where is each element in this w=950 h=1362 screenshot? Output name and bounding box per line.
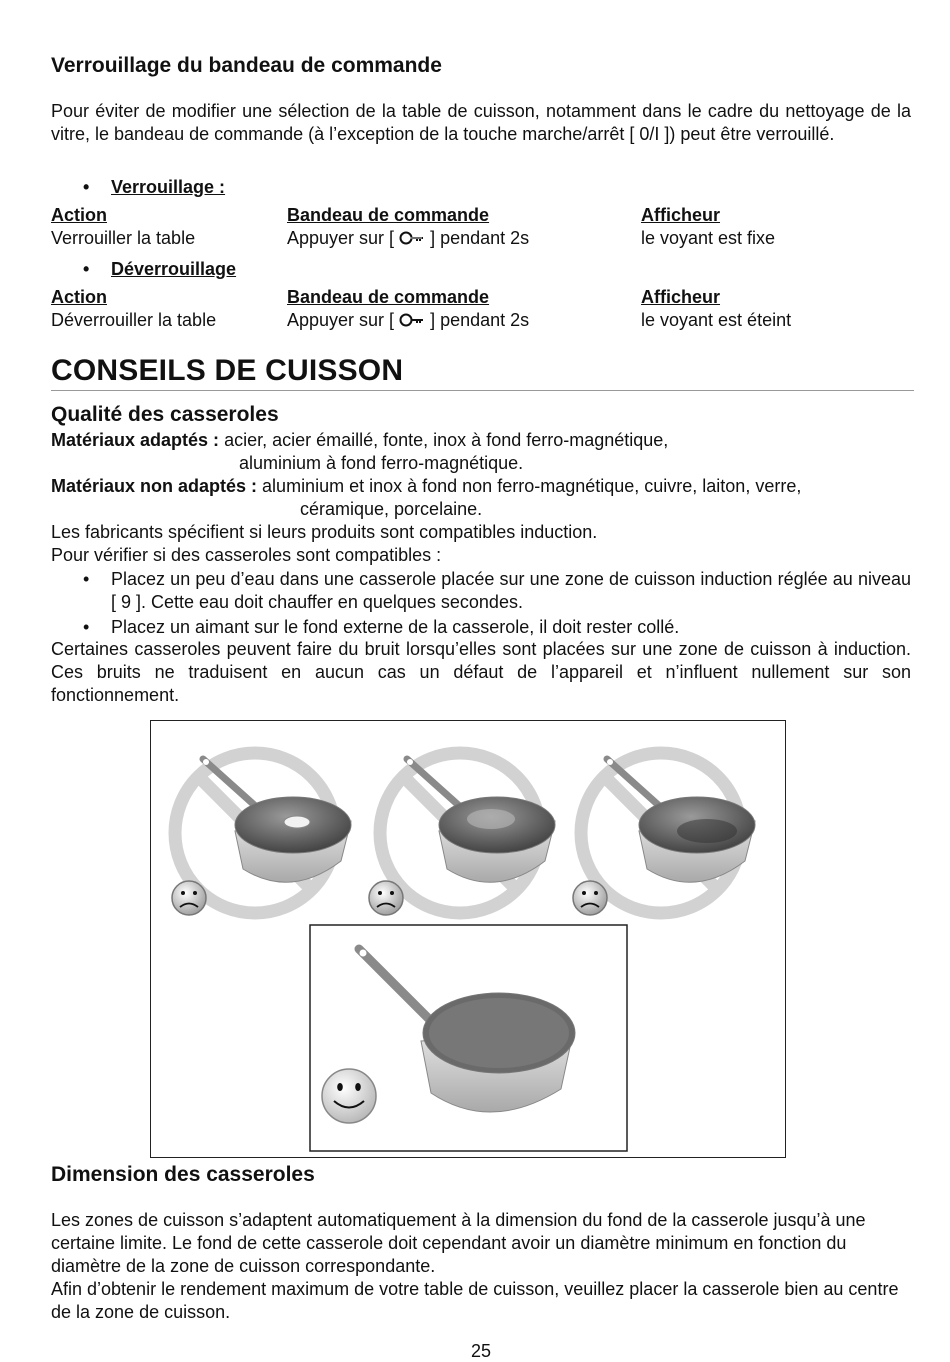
- noise-note: Certaines casseroles peuvent faire du bruit lorsqu’elles sont placées sur une zone de cuisson à induction. Ces bruits ne traduisent en aucun cas un défaut de l’appareil et n’influent nullement sur son fonctionnement.: [51, 639, 911, 705]
- manufacturers-note: Les fabricants spécifient si leurs produits sont compatibles induction.: [51, 522, 598, 542]
- lock-col-panel: Bandeau de commande: [287, 205, 490, 225]
- unlock-action: Déverrouiller la table: [51, 310, 217, 330]
- check-item-water-text: Placez un peu d’eau dans une casserole placée sur une zone de cuisson induction réglée au niveau [ 9 ]. Cette eau doit chauffer en quelques secondes.: [111, 569, 911, 612]
- concave-bottom-pan-icon: [581, 753, 755, 913]
- suitable-line2: aluminium à fond ferro-magnétique.: [239, 453, 524, 473]
- lock-bullet-label: Verrouillage :: [111, 177, 226, 197]
- page-number: 25: [470, 1341, 492, 1361]
- dimension-title: Dimension des casseroles: [51, 1163, 315, 1186]
- dimension-p2: Afin d’obtenir le rendement maximum de votre table de cuisson, veuillez placer la casserole bien au centre de la zone de cuisson.: [51, 1279, 899, 1322]
- unlock-panel-after: ] pendant 2s: [425, 310, 530, 330]
- unsuitable-line1: aluminium et inox à fond non ferro-magnétique, cuivre, laiton, verre,: [257, 476, 802, 496]
- key-icon: [399, 311, 425, 329]
- lock-bullet: [111, 177, 225, 198]
- unlock-col-action: Action: [51, 287, 107, 307]
- sad-face-icon: [369, 881, 403, 915]
- unlock-col-display: Afficheur: [641, 287, 721, 307]
- check-intro: Pour vérifier si des casseroles sont compatibles :: [51, 545, 442, 565]
- lock-panel-after: ] pendant 2s: [425, 228, 530, 248]
- unsuitable-label: Matériaux non adaptés :: [51, 476, 258, 496]
- lock-col-action: Action: [51, 205, 107, 225]
- unlock-bullet-label: Déverrouillage: [111, 259, 237, 279]
- unlock-bullet: [111, 259, 236, 280]
- lock-intro: Pour éviter de modifier une sélection de la table de cuisson, notamment dans le cadre du nettoyage de la vitre, le bandeau de commande (à l’exception de la touche marche/arrêt [ 0/I ]) peut être verrouillé.: [51, 101, 911, 144]
- check-item-magnet: [111, 616, 911, 639]
- suitable-line1: acier, acier émaillé, fonte, inox à fond ferro-magnétique,: [219, 430, 669, 450]
- unlock-panel-before: Appuyer sur [: [287, 310, 400, 330]
- quality-title: Qualité des casseroles: [51, 403, 279, 426]
- pan-illustration: [150, 720, 786, 1158]
- lock-section-title: Verrouillage du bandeau de commande: [51, 54, 442, 77]
- sad-face-icon: [573, 881, 607, 915]
- check-item-magnet-text: Placez un aimant sur le fond externe de la casserole, il doit rester collé.: [111, 617, 680, 637]
- tips-section-title: CONSEILS DE CUISSON: [51, 354, 404, 387]
- key-icon: [399, 229, 425, 247]
- unlock-panel-instruction: [287, 310, 529, 331]
- lock-panel-instruction: [287, 228, 529, 249]
- dimension-p1: Les zones de cuisson s’adaptent automatiquement à la dimension du fond de la casserole jusqu’à une certaine limite. Le fond de cette casserole doit cependant avoir un diamètre minimum en fonction du diamètre de la zone de cuisson correspondante.: [51, 1210, 866, 1276]
- pan-illustration-graphic: [151, 721, 784, 1156]
- convex-bottom-pan-icon: [380, 753, 555, 913]
- sad-face-icon: [172, 881, 206, 915]
- lock-col-display: Afficheur: [641, 205, 721, 225]
- check-item-water: [111, 568, 911, 614]
- suitable-label: Matériaux adaptés :: [51, 430, 220, 450]
- section-divider: [51, 390, 914, 391]
- unsuitable-line2: céramique, porcelaine.: [300, 499, 483, 519]
- smiley-face-icon: [322, 1069, 376, 1123]
- lock-display: le voyant est fixe: [641, 228, 776, 248]
- unlock-col-panel: Bandeau de commande: [287, 287, 490, 307]
- unsuitable-materials: [51, 475, 921, 498]
- suitable-materials: [51, 429, 921, 452]
- lock-panel-before: Appuyer sur [: [287, 228, 400, 248]
- unlock-display: le voyant est éteint: [641, 310, 792, 330]
- lock-action: Verrouiller la table: [51, 228, 196, 248]
